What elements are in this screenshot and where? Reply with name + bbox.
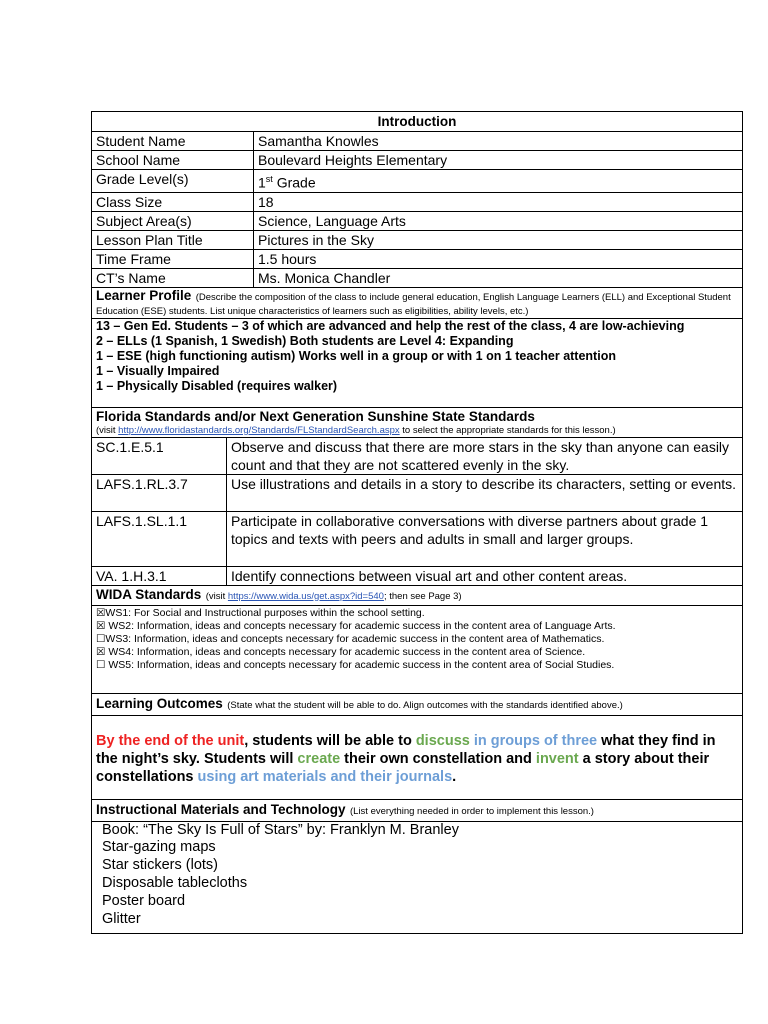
lesson-plan-title-label: Lesson Plan Title: [92, 230, 254, 249]
wida-link[interactable]: https://www.wida.us/get.aspx?id=540: [227, 590, 384, 602]
learner-profile-header: [92, 287, 743, 318]
class-size-value: 18: [254, 192, 743, 211]
materials-note: (List everything needed in order to implement this lesson.): [350, 805, 594, 817]
outcome-text: , students will be able to: [244, 732, 416, 749]
wida-item: [96, 620, 738, 633]
wida-item-text: WS5: Information, ideas and concepts necessary for academic success in the content area of Social Studies.: [105, 658, 615, 671]
outcome-condition: using art materials and their journals: [197, 768, 453, 785]
outcome-verb: discuss: [415, 732, 470, 749]
subject-area-value: Science, Language Arts: [254, 211, 743, 230]
lesson-plan-table: [91, 111, 743, 934]
wida-item: [96, 633, 738, 646]
materials-header: [92, 799, 743, 821]
wida-item-text: WS2: Information, ideas and concepts necessary for academic success in the content area of Language Arts.: [105, 619, 616, 632]
wida-header: [92, 585, 743, 605]
outcome-text: a story about their constellations: [96, 750, 710, 785]
standards-note-prefix: (visit: [96, 424, 119, 436]
wida-title: WIDA Standards: [96, 586, 202, 602]
grade-level-value: [254, 170, 743, 193]
learner-profile-line: 1 – Visually Impaired: [96, 363, 220, 378]
grade-ordinal-suffix: st: [265, 174, 273, 184]
wida-standards-list: [92, 605, 743, 693]
standards-header: [92, 407, 743, 437]
learner-profile-line: 1 – ESE (high functioning autism) Works well in a group or with 1 on 1 teacher attention: [96, 348, 616, 363]
learner-profile-note: (Describe the composition of the class to include general education, English Language Learners (ELL) and Exceptional Student Education (ESE) students. List unique characteristics of learners such as eligibilities, ability levels, etc.): [96, 291, 731, 317]
subject-area-label: Subject Area(s): [92, 211, 254, 230]
student-name-label: Student Name: [92, 132, 254, 151]
class-size-label: Class Size: [92, 192, 254, 211]
grade-word: Grade: [272, 174, 316, 191]
wida-note-prefix: (visit: [205, 590, 228, 602]
wida-item: [96, 659, 738, 672]
wida-item-text: WS3: Information, ideas and concepts necessary for academic success in the content area of Mathematics.: [105, 632, 605, 645]
learner-profile-content: [92, 318, 743, 407]
outcome-text: .: [452, 768, 457, 785]
lesson-plan-title-value: Pictures in the Sky: [254, 230, 743, 249]
standard-code: LAFS.1.RL.3.7: [92, 474, 227, 511]
material-item: Disposable tablecloths: [102, 875, 248, 892]
school-name-label: School Name: [92, 151, 254, 170]
lesson-plan-document: [91, 111, 742, 934]
ct-name-value: Ms. Monica Chandler: [254, 268, 743, 287]
outcome-condition: in groups of three: [473, 732, 598, 749]
outcome-verb: create: [297, 750, 341, 767]
standards-note: [96, 425, 738, 437]
material-item: Star-gazing maps: [102, 839, 216, 856]
standard-description: Identify connections between visual art and other content areas.: [227, 566, 743, 585]
checkbox-icon[interactable]: ☒: [96, 645, 106, 658]
material-item: Poster board: [102, 892, 186, 909]
learner-profile-line: 2 – ELLs (1 Spanish, 1 Swedish) Both students are Level 4: Expanding: [96, 333, 514, 348]
grade-number: 1: [258, 174, 266, 191]
school-name-value: Boulevard Heights Elementary: [254, 151, 743, 170]
wida-item-text: WS1: For Social and Instructional purposes within the school setting.: [105, 606, 425, 619]
standard-description: Participate in collaborative conversations with diverse partners about grade 1 topics and texts with peers and adults in small and larger groups.: [227, 511, 743, 566]
learning-outcomes-header: [92, 693, 743, 715]
standard-description: Observe and discuss that there are more stars in the sky than anyone can easily count and that they are not scattered evenly in the sky.: [227, 437, 743, 474]
grade-level-label: Grade Level(s): [92, 170, 254, 193]
student-name-value: Samantha Knowles: [254, 132, 743, 151]
learner-profile-line: 1 – Physically Disabled (requires walker): [96, 378, 338, 393]
time-frame-value: 1.5 hours: [254, 249, 743, 268]
wida-item-text: WS4: Information, ideas and concepts necessary for academic success in the content area of Science.: [105, 645, 586, 658]
material-item: Book: “The Sky Is Full of Stars” by: Franklyn M. Branley: [102, 821, 459, 838]
fl-standards-link[interactable]: http://www.floridastandards.org/Standards/FLStandardSearch.aspx: [118, 424, 400, 436]
standards-note-suffix: to select the appropriate standards for this lesson.): [399, 424, 616, 436]
outcome-phrase: By the end of the unit: [96, 732, 245, 749]
wida-item: [96, 646, 738, 659]
ct-name-label: CT’s Name: [92, 268, 254, 287]
checkbox-icon[interactable]: ☒: [96, 606, 106, 619]
standard-code: VA. 1.H.3.1: [92, 566, 227, 585]
standard-code: LAFS.1.SL.1.1: [92, 511, 227, 566]
time-frame-label: Time Frame: [92, 249, 254, 268]
materials-title: Instructional Materials and Technology: [96, 801, 346, 817]
wida-item: [96, 607, 738, 620]
learning-outcomes-content: [92, 715, 743, 799]
wida-note-suffix: ; then see Page 3): [383, 590, 462, 602]
outcome-text: their own constellation and: [340, 750, 536, 767]
learner-profile-line: 13 – Gen Ed. Students – 3 of which are advanced and help the rest of the class, 4 are low-achieving: [96, 318, 685, 333]
standard-code: SC.1.E.5.1: [92, 437, 227, 474]
standard-description: Use illustrations and details in a story to describe its characters, setting or events.: [227, 474, 743, 511]
material-item: Star stickers (lots): [102, 857, 219, 874]
learning-outcomes-title: Learning Outcomes: [96, 695, 223, 711]
learning-outcomes-note: (State what the student will be able to do. Align outcomes with the standards identified above.): [227, 699, 623, 711]
checkbox-icon[interactable]: ☒: [96, 619, 106, 632]
wida-note: [206, 591, 462, 602]
materials-list: [92, 821, 743, 933]
outcome-text: what they find in the night’s sky. Students will: [96, 732, 716, 767]
checkbox-icon[interactable]: ☐: [96, 632, 106, 645]
introduction-heading: Introduction: [92, 112, 743, 132]
checkbox-icon[interactable]: ☐: [96, 658, 106, 671]
learner-profile-title: Learner Profile: [96, 287, 192, 303]
material-item: Glitter: [102, 910, 141, 927]
standards-title: Florida Standards and/or Next Generation Sunshine State Standards: [96, 408, 535, 424]
outcome-verb: invent: [535, 750, 579, 767]
